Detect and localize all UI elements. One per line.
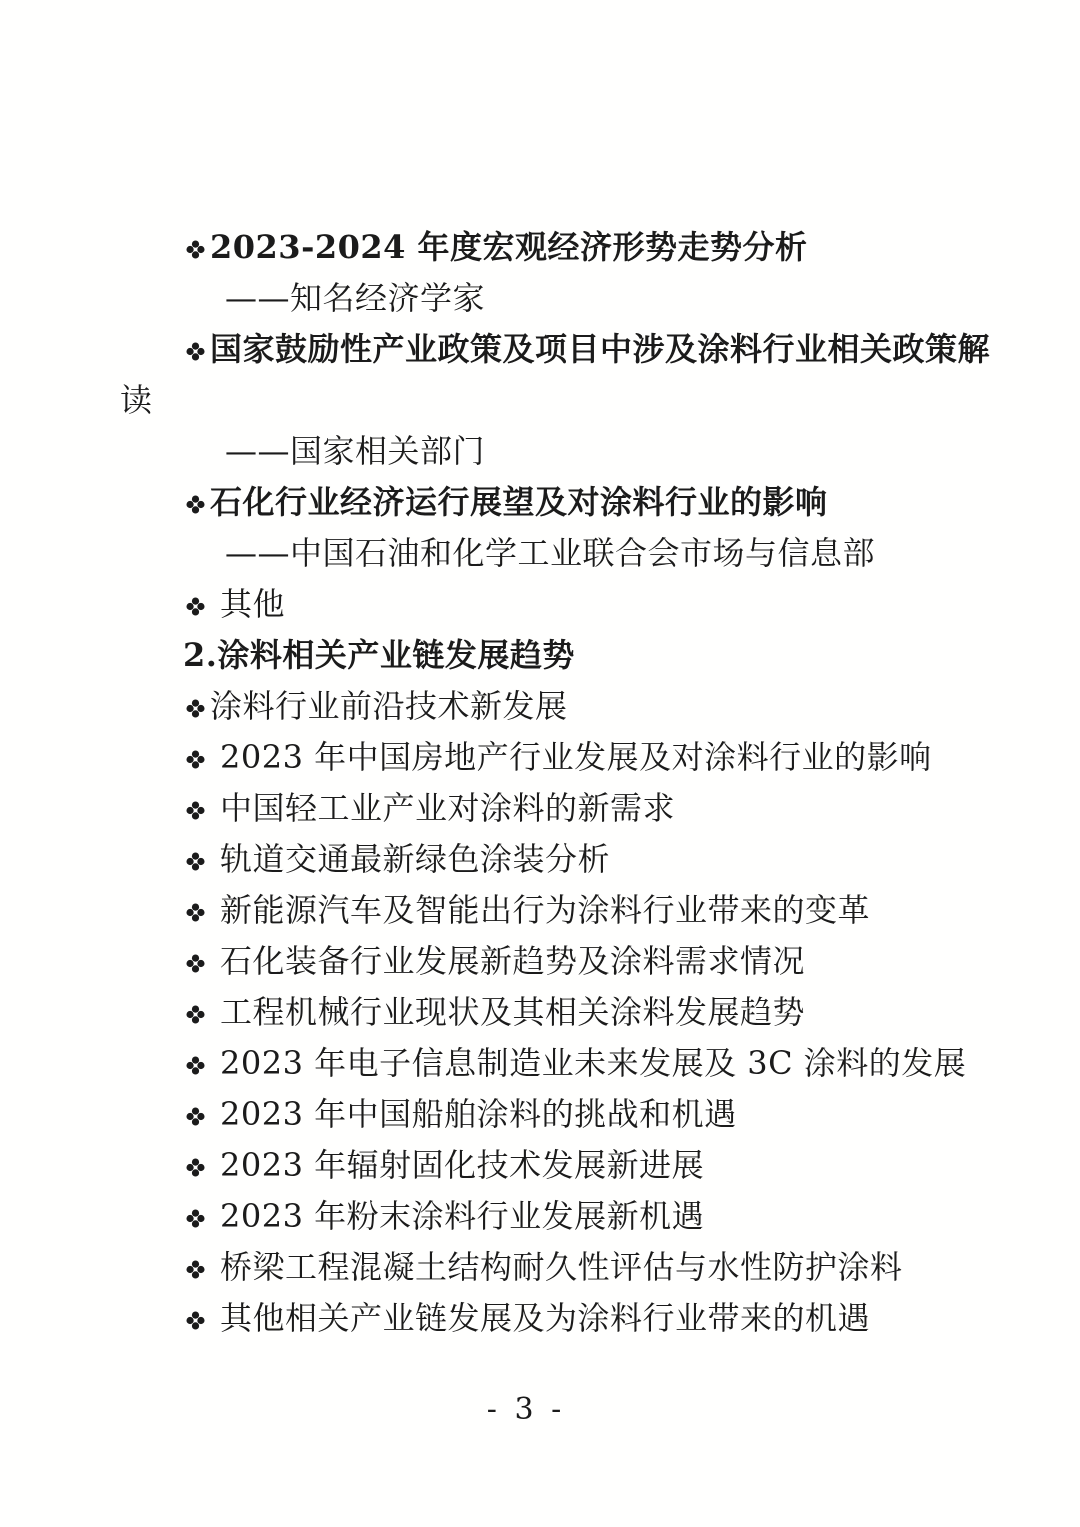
agenda-line-text: 轨道交通最新绿色涂装分析 — [220, 840, 611, 878]
agenda-line — [0, 579, 1080, 630]
agenda-line-text: 2023-2024 年度宏观经济形势走势分析 — [210, 228, 808, 266]
agenda-line — [0, 987, 1080, 1038]
agenda-line — [0, 528, 1080, 579]
agenda-line-text: 石化行业经济运行展望及对涂料行业的影响 — [210, 483, 828, 521]
clover-bullet-icon — [186, 1209, 206, 1229]
agenda-line-text: 2023 年中国船舶涂料的挑战和机遇 — [220, 1095, 737, 1133]
clover-bullet-icon — [186, 342, 206, 362]
agenda-line-text: 2023 年中国房地产行业发展及对涂料行业的影响 — [220, 738, 932, 776]
clover-bullet-icon — [186, 1158, 206, 1178]
clover-bullet-icon — [186, 597, 206, 617]
agenda-line — [0, 477, 1080, 528]
clover-bullet-icon — [186, 1311, 206, 1331]
clover-bullet-icon — [186, 1107, 206, 1127]
agenda-line — [0, 426, 1080, 477]
agenda-line-text: 工程机械行业现状及其相关涂料发展趋势 — [220, 993, 806, 1031]
agenda-line-text: 2.涂料相关产业链发展趋势 — [183, 636, 575, 674]
agenda-line — [0, 1140, 1080, 1191]
clover-bullet-icon — [186, 1056, 206, 1076]
clover-bullet-icon — [186, 750, 206, 770]
agenda-line-text: 涂料行业前沿技术新发展 — [210, 687, 568, 725]
agenda-line — [0, 630, 1080, 681]
agenda-line-text: ——知名经济学家 — [225, 279, 486, 317]
clover-bullet-icon — [186, 903, 206, 923]
agenda-line — [0, 1089, 1080, 1140]
agenda-line-text: 2023 年辐射固化技术发展新进展 — [220, 1146, 705, 1184]
agenda-line — [0, 1038, 1080, 1089]
clover-bullet-icon — [186, 699, 206, 719]
agenda-line-text: 其他 — [220, 585, 286, 623]
agenda-line-text: 新能源汽车及智能出行为涂料行业带来的变革 — [220, 891, 871, 929]
agenda-line-text: 桥梁工程混凝土结构耐久性评估与水性防护涂料 — [220, 1248, 903, 1286]
agenda-line-text: 读 — [120, 381, 153, 419]
clover-bullet-icon — [186, 1260, 206, 1280]
agenda-line-text: 2023 年电子信息制造业未来发展及 3C 涂料的发展 — [220, 1044, 967, 1082]
agenda-line-text: 2023 年粉末涂料行业发展新机遇 — [220, 1197, 705, 1235]
clover-bullet-icon — [186, 495, 206, 515]
agenda-line-text: 国家鼓励性产业政策及项目中涉及涂料行业相关政策解 — [210, 330, 991, 368]
clover-bullet-icon — [186, 954, 206, 974]
clover-bullet-icon — [186, 852, 206, 872]
agenda-line — [0, 1293, 1080, 1344]
agenda-list — [0, 222, 1080, 1344]
agenda-line — [0, 324, 1080, 375]
agenda-line — [0, 681, 1080, 732]
agenda-line — [0, 783, 1080, 834]
agenda-line — [0, 375, 1080, 426]
agenda-line — [0, 834, 1080, 885]
clover-bullet-icon — [186, 801, 206, 821]
agenda-line-text: ——中国石油和化学工业联合会市场与信息部 — [225, 534, 876, 572]
agenda-line-text: 中国轻工业产业对涂料的新需求 — [220, 789, 676, 827]
agenda-line — [0, 936, 1080, 987]
agenda-line — [0, 1242, 1080, 1293]
agenda-line — [0, 732, 1080, 783]
clover-bullet-icon — [186, 1005, 206, 1025]
agenda-line-text: 石化装备行业发展新趋势及涂料需求情况 — [220, 942, 806, 980]
agenda-line — [0, 885, 1080, 936]
agenda-line — [0, 1191, 1080, 1242]
agenda-line-text: 其他相关产业链发展及为涂料行业带来的机遇 — [220, 1299, 871, 1337]
clover-bullet-icon — [186, 240, 206, 260]
agenda-line-text: ——国家相关部门 — [225, 432, 486, 470]
agenda-line — [0, 222, 1080, 273]
agenda-line — [0, 273, 1080, 324]
page-number: - 3 - — [486, 1392, 566, 1427]
